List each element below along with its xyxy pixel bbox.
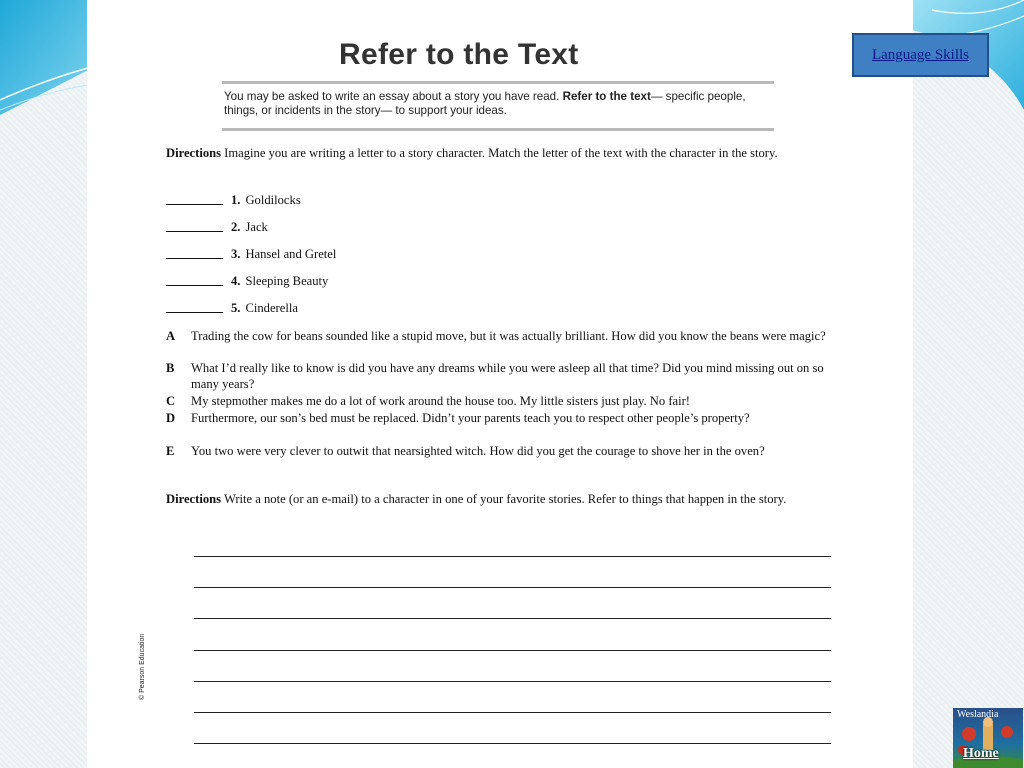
item-text: Goldilocks [245, 193, 301, 207]
option-text: What I’d really like to know is did you have any dreams while you were asleep all that time? Did you mind missing out on so many years? [191, 361, 824, 391]
item-text: Sleeping Beauty [245, 274, 329, 288]
match-item [166, 247, 336, 263]
intro-text: You may be asked to write an essay about a story you have read. Refer to the text— specific people, things, or incidents in the story— to support your ideas. [224, 90, 746, 117]
language-skills-button[interactable] [852, 33, 989, 77]
writing-line[interactable] [194, 681, 831, 682]
option-letter: B [166, 361, 175, 375]
option-letter: C [166, 394, 176, 408]
answer-blank[interactable] [166, 285, 223, 286]
match-item [166, 301, 298, 317]
page-title: Refer to the Text [339, 38, 579, 71]
directions-text: Imagine you are writing a letter to a story character. Match the letter of the text with the character in the story. [221, 146, 778, 160]
writing-line[interactable] [194, 743, 831, 744]
option-letter: E [166, 444, 175, 458]
item-number: 4. [231, 274, 241, 288]
directions-writing [166, 492, 826, 507]
option-text: You two were very clever to outwit that nearsighted witch. How did you get the courage to shove her in the oven? [191, 444, 765, 458]
directions-matching [166, 146, 826, 161]
match-item [166, 220, 268, 236]
directions-label: Directions [166, 146, 222, 160]
language-skills-link[interactable]: Language Skills [871, 46, 970, 63]
option-text: Trading the cow for beans sounded like a stupid move, but it was actually brilliant. How did you know the beans were magic? [191, 329, 826, 343]
answer-blank[interactable] [166, 204, 223, 205]
home-button[interactable] [953, 708, 1023, 768]
writing-line[interactable] [194, 618, 831, 619]
match-item [166, 193, 301, 209]
home-brand: Weslandia [957, 709, 999, 720]
writing-line[interactable] [194, 587, 831, 588]
answer-blank[interactable] [166, 258, 223, 259]
corner-decoration-left [0, 0, 88, 120]
answer-blank[interactable] [166, 231, 223, 232]
home-label[interactable]: Home [963, 746, 999, 761]
option-text: Furthermore, our son’s bed must be replaced. Didn’t your parents teach you to respect other people’s property? [191, 411, 750, 425]
writing-line[interactable] [194, 650, 831, 651]
writing-line[interactable] [194, 556, 831, 557]
directions-text: Write a note (or an e-mail) to a character in one of your favorite stories. Refer to things that happen in the story. [221, 492, 787, 506]
item-text: Hansel and Gretel [245, 247, 337, 261]
option-letter: A [166, 329, 176, 343]
copyright-notice: © Pearson Education [139, 633, 146, 700]
item-number: 1. [231, 193, 241, 207]
match-item [166, 274, 328, 290]
directions-label: Directions [166, 492, 222, 506]
item-number: 2. [231, 220, 241, 234]
option-letter: D [166, 411, 176, 425]
answer-blank[interactable] [166, 312, 223, 313]
item-text: Jack [245, 220, 268, 234]
item-text: Cinderella [245, 301, 298, 315]
writing-line[interactable] [194, 712, 831, 713]
item-number: 5. [231, 301, 241, 315]
intro-box [222, 81, 774, 131]
item-number: 3. [231, 247, 241, 261]
option-text: My stepmother makes me do a lot of work around the house too. My little sisters just play. No fair! [191, 394, 690, 408]
